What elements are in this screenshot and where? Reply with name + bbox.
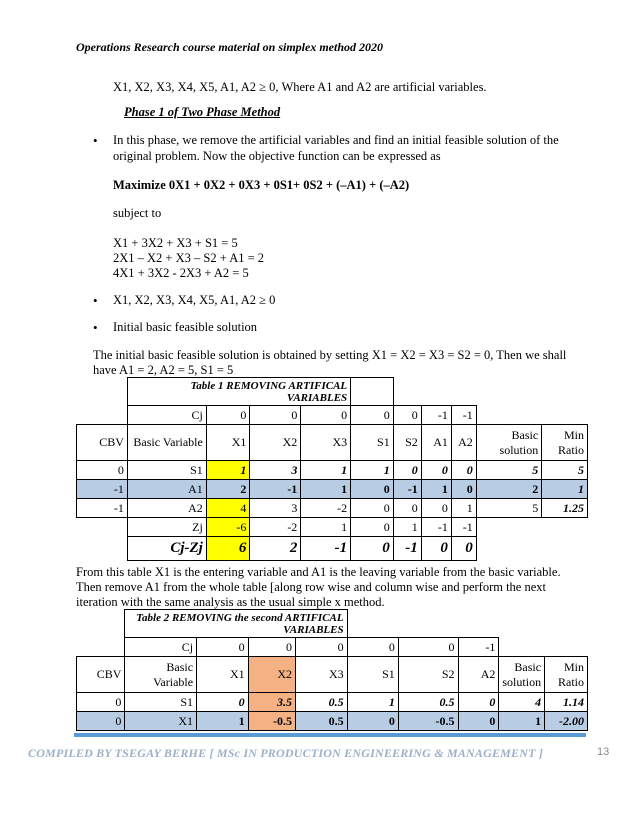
constraint-2: 2X1 – X2 + X3 – S2 + A1 = 2	[113, 251, 265, 265]
table-cell: 0	[77, 712, 125, 731]
table-cell: 0	[451, 461, 476, 480]
table2-header: X1	[197, 657, 249, 693]
simplex-table-1	[76, 377, 588, 561]
para2-line1: From this table X1 is the entering variable and A1 is the leaving variable from the basic variable.	[76, 565, 561, 579]
table-cell: 0	[197, 693, 249, 712]
table-cell: 4	[499, 693, 545, 712]
constraint-3: 4X1 + 3X2 - 2X3 + A2 = 5	[113, 266, 249, 280]
table-cell: -1	[451, 518, 476, 537]
phase-title: Phase 1 of Two Phase Method	[124, 105, 281, 119]
bullet-marker: •	[93, 320, 98, 335]
table-cell: 0	[421, 537, 451, 561]
subject-to: subject to	[113, 206, 162, 220]
table-cell: 0	[458, 693, 499, 712]
table-cell: 1	[351, 461, 394, 480]
intro-line: X1, X2, X3, X4, X5, A1, A2 ≥ 0, Where A1 and A2 are artificial variables.	[113, 80, 487, 94]
table2-header: Basic Variable	[125, 657, 197, 693]
table1-header: CBV	[77, 425, 128, 461]
table2-header: S2	[398, 657, 458, 693]
table-cell: 1	[206, 461, 250, 480]
table-cell: 0	[77, 461, 128, 480]
table2-header: Basic solution	[499, 657, 545, 693]
page-footer: COMPILED BY TSEGAY BERHE [ MSc IN PRODUCTION ENGINEERING & MANAGEMENT ]	[28, 746, 544, 760]
para2-line2: Then remove A1 from the whole table [along row wise and column wise and perform the next	[76, 580, 547, 594]
table2-header: CBV	[77, 657, 125, 693]
table-cell: 0.5	[296, 712, 348, 731]
table-cell: 0	[421, 499, 451, 518]
table-cell: 0	[451, 480, 476, 499]
table-cell: 5	[476, 499, 541, 518]
table-cell: 1	[542, 480, 588, 499]
table1-header: X3	[301, 425, 351, 461]
constraint-1: X1 + 3X2 + X3 + S1 = 5	[113, 236, 238, 250]
table-cell: 5	[476, 461, 541, 480]
table-cell: -6	[206, 518, 250, 537]
table-cell: 2	[476, 480, 541, 499]
table-cell: 3	[250, 499, 301, 518]
footer-rule	[74, 733, 586, 737]
table-cell: Cj-Zj	[127, 537, 206, 561]
table-cell: -1	[77, 480, 128, 499]
table2-header: X3	[296, 657, 348, 693]
table1-header: S2	[393, 425, 421, 461]
table1-header: S1	[351, 425, 394, 461]
table-cell: -1	[393, 480, 421, 499]
table1-header: Min Ratio	[542, 425, 588, 461]
table-cell: 0	[351, 537, 394, 561]
table2-cj-label: Cj	[125, 638, 197, 657]
table-cell: 1	[421, 480, 451, 499]
table-cell: -1	[250, 480, 301, 499]
table-cell: 0	[77, 693, 125, 712]
table-cell: Zj	[127, 518, 206, 537]
table-cell: 0	[351, 518, 394, 537]
table-cell: 1	[301, 480, 351, 499]
table-cell: 0.5	[296, 693, 348, 712]
table1-header: A1	[421, 425, 451, 461]
table-cell: A1	[127, 480, 206, 499]
table-cell: 2	[250, 537, 301, 561]
table2-header: A2	[458, 657, 499, 693]
table1-header: Basic Variable	[127, 425, 206, 461]
table-cell: 3	[250, 461, 301, 480]
table1-cj: 0	[250, 406, 301, 425]
bullet-marker: •	[93, 293, 98, 308]
table-cell: -1	[77, 499, 128, 518]
bullet3: Initial basic feasible solution	[113, 320, 258, 334]
cjzj-row	[77, 537, 588, 561]
table-cell: 3.5	[248, 693, 295, 712]
table-cell: 1	[347, 693, 398, 712]
table-cell: A2	[127, 499, 206, 518]
table-cell: 0	[351, 480, 394, 499]
table-cell: -2	[301, 499, 351, 518]
table1-cj: 0	[393, 406, 421, 425]
table-cell: 0	[458, 712, 499, 731]
bullet-marker: •	[93, 133, 98, 148]
table2-header: X2	[248, 657, 295, 693]
table-cell: 1.14	[545, 693, 588, 712]
table-row	[77, 480, 588, 499]
table-row	[77, 461, 588, 480]
table-cell: -0.5	[398, 712, 458, 731]
objective-function: Maximize 0X1 + 0X2 + 0X3 + 0S1+ 0S2 + (–A1) + (–A2)	[113, 178, 410, 192]
table1-header: X2	[250, 425, 301, 461]
table-cell: 4	[206, 499, 250, 518]
page-number: 13	[597, 746, 610, 758]
table-cell: 1	[301, 518, 351, 537]
para2-line3: iteration with the same analysis as the usual simple x method.	[76, 595, 385, 609]
table-cell: 1	[499, 712, 545, 731]
table-cell: 0	[351, 499, 394, 518]
table-cell: -1	[301, 537, 351, 561]
table-row	[77, 499, 588, 518]
table-cell: -1	[393, 537, 421, 561]
table-cell: 0	[347, 712, 398, 731]
table1-cj: 0	[206, 406, 250, 425]
ibfs-line1: The initial basic feasible solution is obtained by setting X1 = X2 = X3 = S2 = 0, Then we shall	[93, 348, 567, 362]
table2-cj: 0	[296, 638, 348, 657]
table-cell: 5	[542, 461, 588, 480]
table-cell: 2	[206, 480, 250, 499]
table-cell: S1	[125, 693, 197, 712]
table2-cj: -1	[458, 638, 499, 657]
table-cell: 1	[301, 461, 351, 480]
table2-header: Min Ratio	[545, 657, 588, 693]
table-cell: 6	[206, 537, 250, 561]
table2-cj: 0	[398, 638, 458, 657]
table2-cj: 0	[248, 638, 295, 657]
table2-header: S1	[347, 657, 398, 693]
table-cell: -2.00	[545, 712, 588, 731]
table-cell: 0	[393, 499, 421, 518]
table-cell: 1	[451, 499, 476, 518]
bullet1-line1: In this phase, we remove the artificial variables and find an initial feasible solution of the	[113, 133, 559, 147]
table1-cj: -1	[421, 406, 451, 425]
table-cell: -2	[250, 518, 301, 537]
table1-header: Basic solution	[476, 425, 541, 461]
table-cell: -1	[421, 518, 451, 537]
table1-header: A2	[451, 425, 476, 461]
table1-cj-label: Cj	[127, 406, 206, 425]
table-cell: 0	[451, 537, 476, 561]
page-header: Operations Research course material on simplex method 2020	[76, 40, 384, 54]
table-cell: 1	[393, 518, 421, 537]
table-cell: 0	[421, 461, 451, 480]
table1-cj: 0	[351, 406, 394, 425]
table2-cj: 0	[197, 638, 249, 657]
table-cell: S1	[127, 461, 206, 480]
table1-title: Table 1 REMOVING ARTIFICAL VARIABLES	[127, 378, 350, 406]
table-row	[77, 693, 588, 712]
table1-cj: 0	[301, 406, 351, 425]
simplex-table-2	[76, 609, 588, 731]
table1-header: X1	[206, 425, 250, 461]
table-cell: 0	[393, 461, 421, 480]
bullet2: X1, X2, X3, X4, X5, A1, A2 ≥ 0	[113, 293, 276, 307]
table-cell: 1.25	[542, 499, 588, 518]
ibfs-line2: have A1 = 2, A2 = 5, S1 = 5	[93, 363, 234, 377]
table-cell: 1	[197, 712, 249, 731]
table2-cj: 0	[347, 638, 398, 657]
table2-title: Table 2 REMOVING the second ARTIFICAL VARIABLES	[125, 610, 347, 638]
bullet1-line2: original problem. Now the objective function can be expressed as	[113, 149, 441, 163]
table-cell: 0.5	[398, 693, 458, 712]
table-cell: X1	[125, 712, 197, 731]
zj-row	[77, 518, 588, 537]
table1-cj: -1	[451, 406, 476, 425]
table-cell: -0.5	[248, 712, 295, 731]
table-row	[77, 712, 588, 731]
